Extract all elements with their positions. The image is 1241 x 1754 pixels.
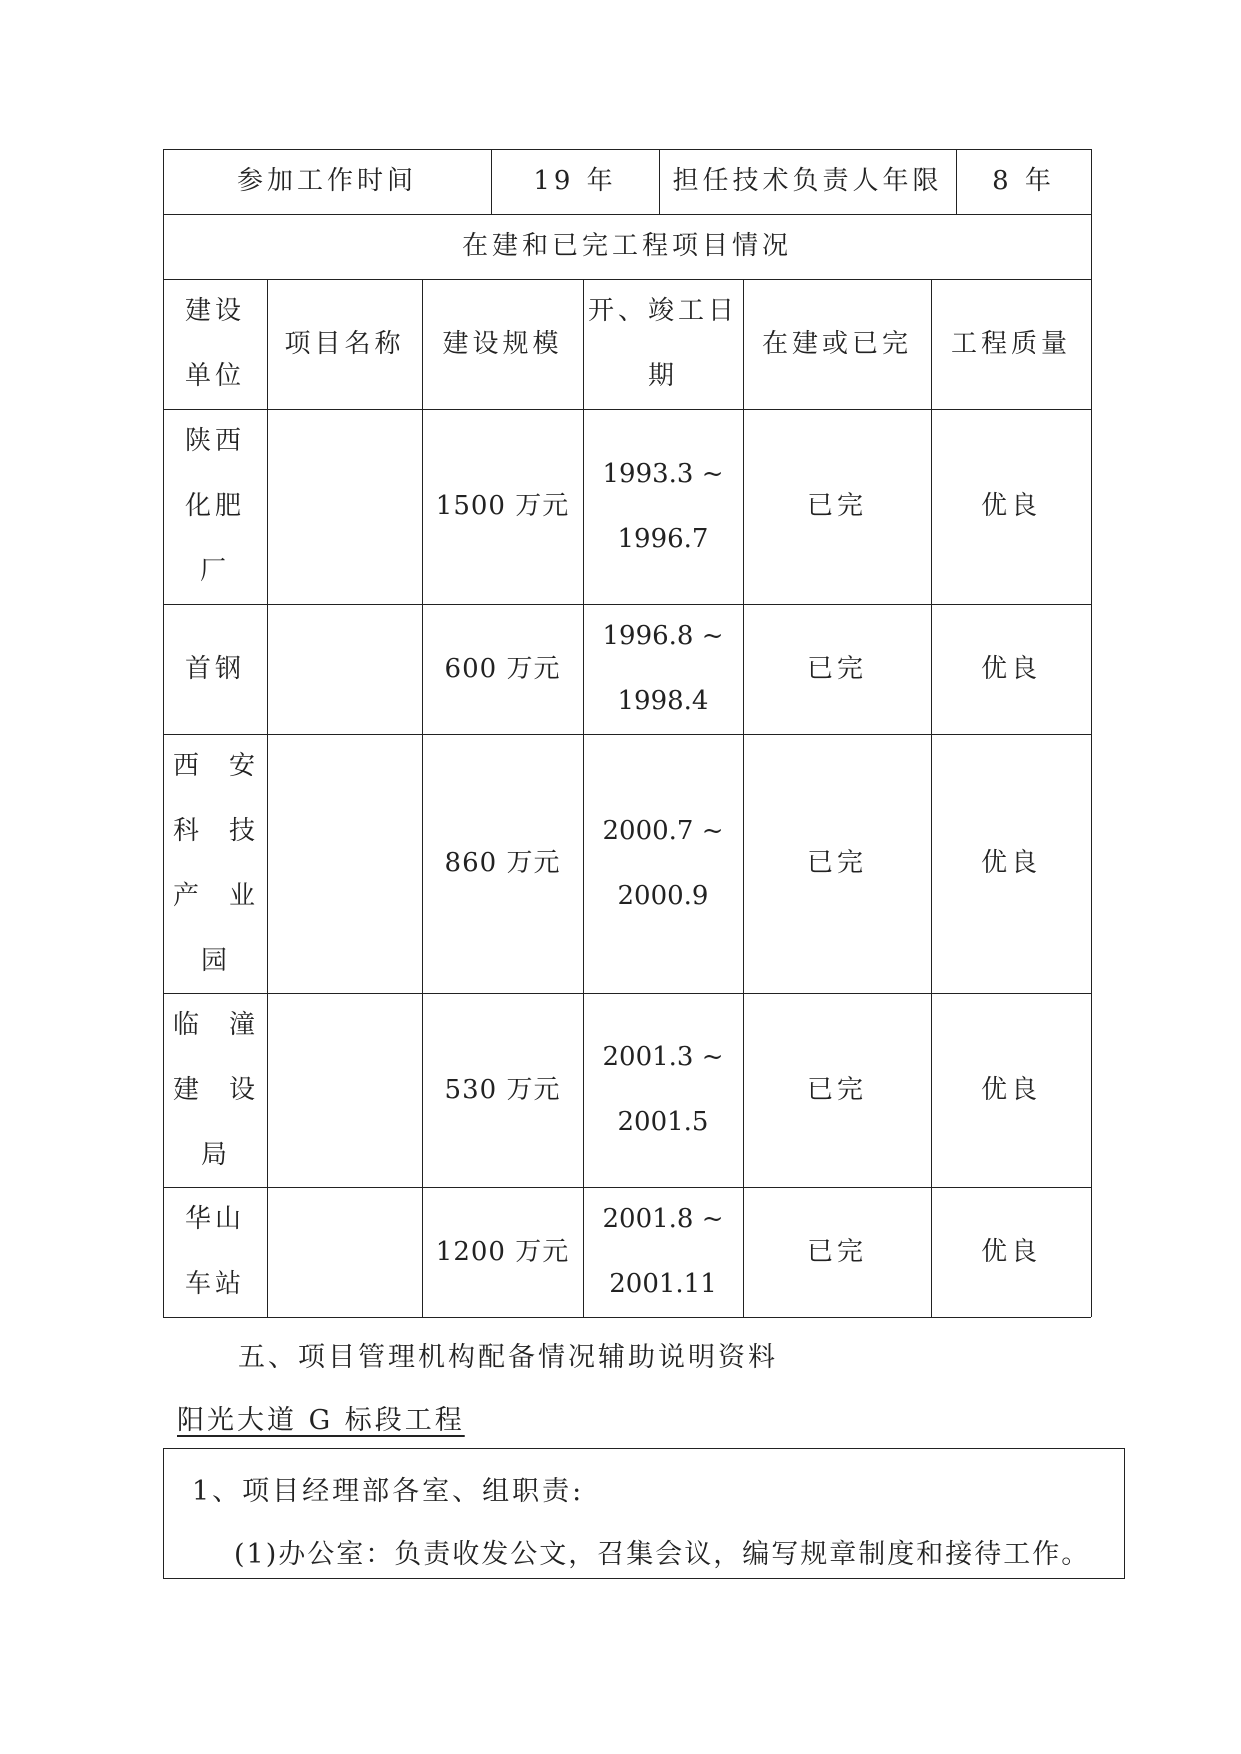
row-quality: 优良 <box>980 491 1041 521</box>
row-project-name <box>267 409 422 604</box>
row-unit: 首钢 <box>184 653 245 684</box>
row-unit: 华山 车站 <box>184 1204 245 1299</box>
project-title: 阳光大道 G 标段工程 <box>177 1405 465 1436</box>
row-scale: 1500 万元 <box>435 491 570 521</box>
row-dates: 2000.7 ~ 2000.9 <box>602 815 724 911</box>
row-quality: 优良 <box>980 1074 1041 1105</box>
row-project-name <box>267 604 422 734</box>
section-five-heading: 五、项目管理机构配备情况辅助说明资料 <box>238 1342 778 1373</box>
row-status: 已完 <box>806 1236 867 1267</box>
row-quality: 优良 <box>980 848 1041 878</box>
row-project-name <box>267 1187 422 1317</box>
header-dates: 开、竣工日 期 <box>587 296 738 391</box>
label-tech-years: 担任技术负责人年限 <box>672 166 943 196</box>
row-status: 已完 <box>806 1074 867 1105</box>
label-work-time: 参加工作时间 <box>236 166 417 196</box>
duties-box <box>163 1448 1125 1579</box>
row-project-name <box>267 993 422 1187</box>
row-status: 已完 <box>806 491 867 521</box>
header-quality: 工程质量 <box>950 328 1071 359</box>
row-unit: 临 潼 建 设 局 <box>172 1009 257 1170</box>
row-project-name <box>267 734 422 993</box>
row-dates: 1996.8 ~ 1998.4 <box>602 621 724 716</box>
header-status: 在建或已完 <box>761 328 912 359</box>
value-work-time: 19 年 <box>533 166 617 196</box>
row-dates: 2001.3 ~ 2001.5 <box>602 1042 724 1137</box>
section-title: 在建和已完工程项目情况 <box>461 231 792 261</box>
header-unit: 建设 单位 <box>184 296 245 391</box>
row-scale: 860 万元 <box>444 848 561 878</box>
duties-line-2: (1)办公室：负责收发公文，召集会议，编写规章制度和接待工作。 <box>234 1539 1091 1570</box>
header-scale: 建设规模 <box>442 328 563 359</box>
duties-line-1: 1、项目经理部各室、组职责: <box>192 1476 585 1507</box>
row-status: 已完 <box>806 653 867 684</box>
value-tech-years: 8 年 <box>992 166 1055 196</box>
row-unit: 陕西 化肥 厂 <box>184 426 245 586</box>
row-quality: 优良 <box>980 653 1041 684</box>
row-scale: 1200 万元 <box>435 1236 570 1267</box>
row-scale: 600 万元 <box>444 653 561 684</box>
row-unit: 西 安 科 技 产 业 园 <box>172 750 257 976</box>
row-dates: 1993.3 ~ 1996.7 <box>602 458 724 554</box>
header-project-name: 项目名称 <box>284 328 405 359</box>
row-quality: 优良 <box>980 1236 1041 1267</box>
row-scale: 530 万元 <box>444 1074 561 1105</box>
row-dates: 2001.8 ~ 2001.11 <box>602 1204 724 1299</box>
row-status: 已完 <box>806 848 867 878</box>
